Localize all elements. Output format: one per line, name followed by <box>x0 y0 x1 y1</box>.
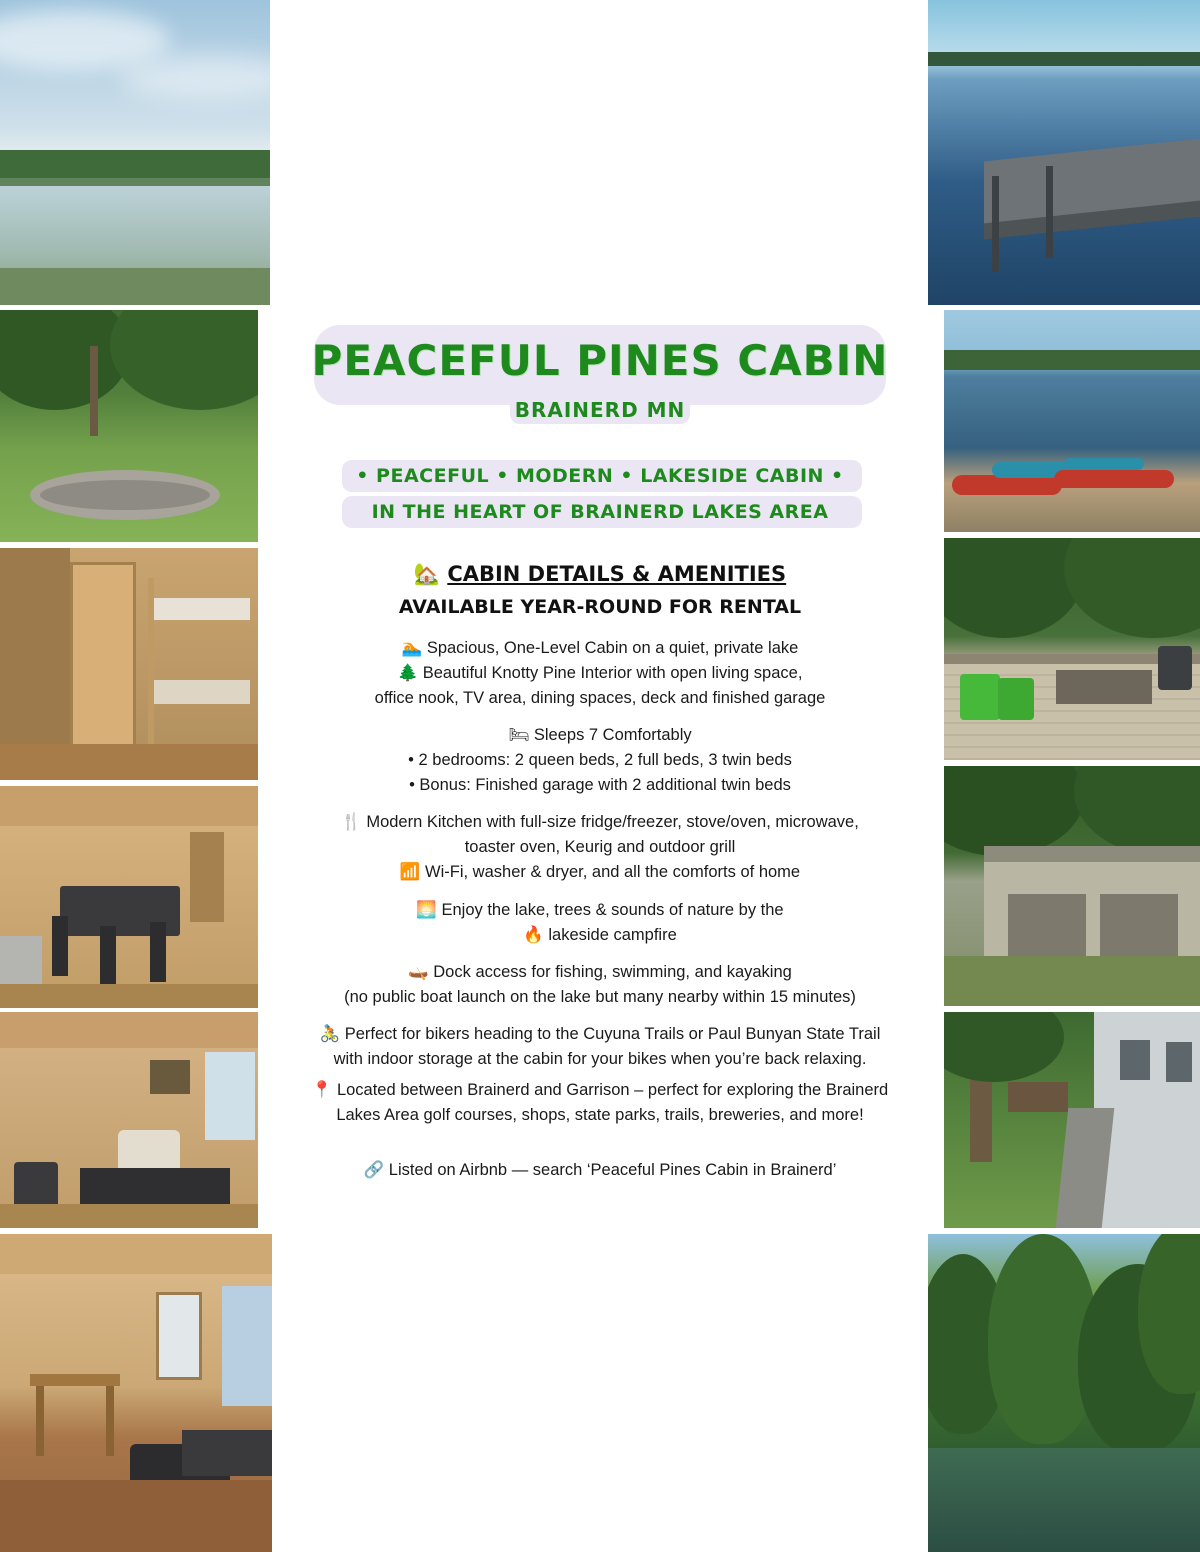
tagline-line-1: • PEACEFUL • MODERN • LAKESIDE CABIN • <box>356 465 844 487</box>
dock-post <box>992 176 999 272</box>
tree-canopy <box>1074 766 1200 856</box>
open-door <box>70 562 136 752</box>
table-leg <box>106 1386 114 1456</box>
photo-deck-with-green-chairs <box>944 538 1200 760</box>
ceiling <box>0 1012 258 1048</box>
section-listing[interactable] <box>294 1158 906 1183</box>
high-table <box>30 1374 120 1386</box>
cloud <box>120 55 270 100</box>
tree-trunk <box>90 346 98 436</box>
section-line: 🏊 Spacious, One-Level Cabin on a quiet, private lake <box>401 639 799 657</box>
photo-kayaks-on-lake-shore <box>944 310 1200 532</box>
desk <box>182 1430 272 1476</box>
bar-stool <box>100 926 116 986</box>
floor <box>0 1204 258 1228</box>
window <box>1166 1042 1192 1082</box>
photo-dock-on-blue-lake <box>928 0 1200 305</box>
page-subtitle: BRAINERD MN <box>514 398 686 422</box>
garage-roof <box>984 846 1200 862</box>
section-line: 🔥 lakeside campfire <box>523 926 677 944</box>
flyer-text-column <box>276 0 924 1552</box>
bar-stool <box>52 916 68 976</box>
grill <box>1158 646 1192 690</box>
desk <box>80 1168 230 1208</box>
far-treeline <box>944 350 1200 370</box>
section-location <box>304 1078 896 1128</box>
section-line: 🌅 Enjoy the lake, trees & sounds of nature by the <box>416 901 784 919</box>
framed-art <box>150 1060 190 1094</box>
picnic-table <box>1056 670 1152 704</box>
section-sleeping <box>294 723 906 798</box>
section-line: • Bonus: Finished garage with 2 additional twin beds <box>409 776 791 794</box>
tree-canopy <box>944 1012 1064 1082</box>
floor <box>0 744 258 780</box>
section-line: (no public boat launch on the lake but many nearby within 15 minutes) <box>344 988 856 1006</box>
window <box>1120 1040 1150 1080</box>
minnesota-map <box>156 1292 202 1380</box>
foreground-grass <box>0 268 270 305</box>
garage-door <box>1008 894 1086 960</box>
bunk-mattress-bottom <box>150 680 250 704</box>
lawn <box>944 956 1200 1006</box>
details-heading <box>276 562 924 587</box>
section-line: 🛏 Sleeps 7 Comfortably <box>508 726 692 744</box>
photo-living-room-office-nook <box>0 1012 258 1228</box>
window <box>222 1286 272 1406</box>
section-line: 🌲 Beautiful Knotty Pine Interior with open living space, <box>397 664 803 682</box>
details-subheading: AVAILABLE YEAR-ROUND FOR RENTAL <box>398 596 802 618</box>
section-line: 🛶 Dock access for fishing, swimming, and kayaking <box>408 963 792 981</box>
stone-fire-ring <box>30 470 220 520</box>
tree-canopy <box>110 310 258 410</box>
dock-post <box>1046 166 1053 258</box>
house-icon: 🏡 <box>413 562 440 586</box>
section-line: with indoor storage at the cabin for your bikes when you’re back relaxing. <box>333 1050 867 1068</box>
section-biking <box>304 1022 896 1072</box>
section-kitchen-utilities <box>294 810 906 885</box>
tree-canopy <box>1064 538 1200 638</box>
kayak-teal <box>1064 458 1144 470</box>
bar-stool <box>150 922 166 982</box>
deck-structure <box>1008 1082 1068 1112</box>
bunk-mattress-top <box>150 598 250 620</box>
section-dock-access <box>294 960 906 1010</box>
photo-detached-garage <box>944 766 1200 1006</box>
ceiling <box>0 786 258 826</box>
ceiling <box>0 1234 272 1274</box>
far-treeline <box>928 52 1200 66</box>
photo-dining-nook-kitchen <box>0 786 258 1008</box>
green-adirondack-chair <box>960 674 1000 720</box>
section-line: office nook, TV area, dining spaces, deck and finished garage <box>374 689 826 707</box>
floor <box>0 984 258 1008</box>
section-line: 🍴 Modern Kitchen with full-size fridge/freezer, stove/oven, microwave, <box>341 813 859 831</box>
section-line: Lakes Area golf courses, shops, state parks, trails, breweries, and more! <box>336 1106 864 1124</box>
section-outdoors-campfire <box>294 898 906 948</box>
tree-canopy <box>0 310 130 410</box>
tree-canopy <box>944 538 1084 638</box>
photo-pine-forest-over-lake <box>928 1234 1200 1552</box>
section-line: 🚴 Perfect for bikers heading to the Cuyuna Trails or Paul Bunyan State Trail <box>319 1025 881 1043</box>
photo-cabin-side-yard-path <box>944 1012 1200 1228</box>
section-line: • 2 bedrooms: 2 queen beds, 2 full beds, 3 twin beds <box>408 751 792 769</box>
tile-floor <box>0 1480 272 1552</box>
green-adirondack-chair <box>998 678 1034 720</box>
airbnb-listing-line[interactable]: 🔗 Listed on Airbnb — search ‘Peaceful Pines Cabin in Brainerd’ <box>363 1161 837 1179</box>
window <box>205 1052 255 1140</box>
doorway <box>190 832 224 922</box>
photo-bedroom-bunk-beds <box>0 548 258 780</box>
section-line: 📍 Located between Brainerd and Garrison – perfect for exploring the Brainerd <box>311 1081 889 1099</box>
page-title: PEACEFUL PINES CABIN <box>311 336 889 385</box>
section-line: toaster oven, Keurig and outdoor grill <box>464 838 736 856</box>
photo-lake-sunrise-shoreline <box>0 0 270 305</box>
details-heading-text: CABIN DETAILS & AMENITIES <box>447 562 787 586</box>
bunk-post <box>148 578 154 753</box>
water-reflection <box>928 1448 1200 1552</box>
tree-canopy <box>944 766 1084 856</box>
section-line: 📶 Wi-Fi, washer & dryer, and all the comforts of home <box>399 863 801 881</box>
photo-office-desk-with-map <box>0 1234 272 1552</box>
section-cabin-overview <box>294 636 906 711</box>
photo-yard-with-firepit <box>0 310 258 542</box>
garage-door <box>1100 894 1178 960</box>
table-leg <box>36 1386 44 1456</box>
kayak-red <box>952 475 1062 495</box>
tagline-line-2: IN THE HEART OF BRAINERD LAKES AREA <box>371 501 829 523</box>
kayak-red <box>1054 470 1174 488</box>
